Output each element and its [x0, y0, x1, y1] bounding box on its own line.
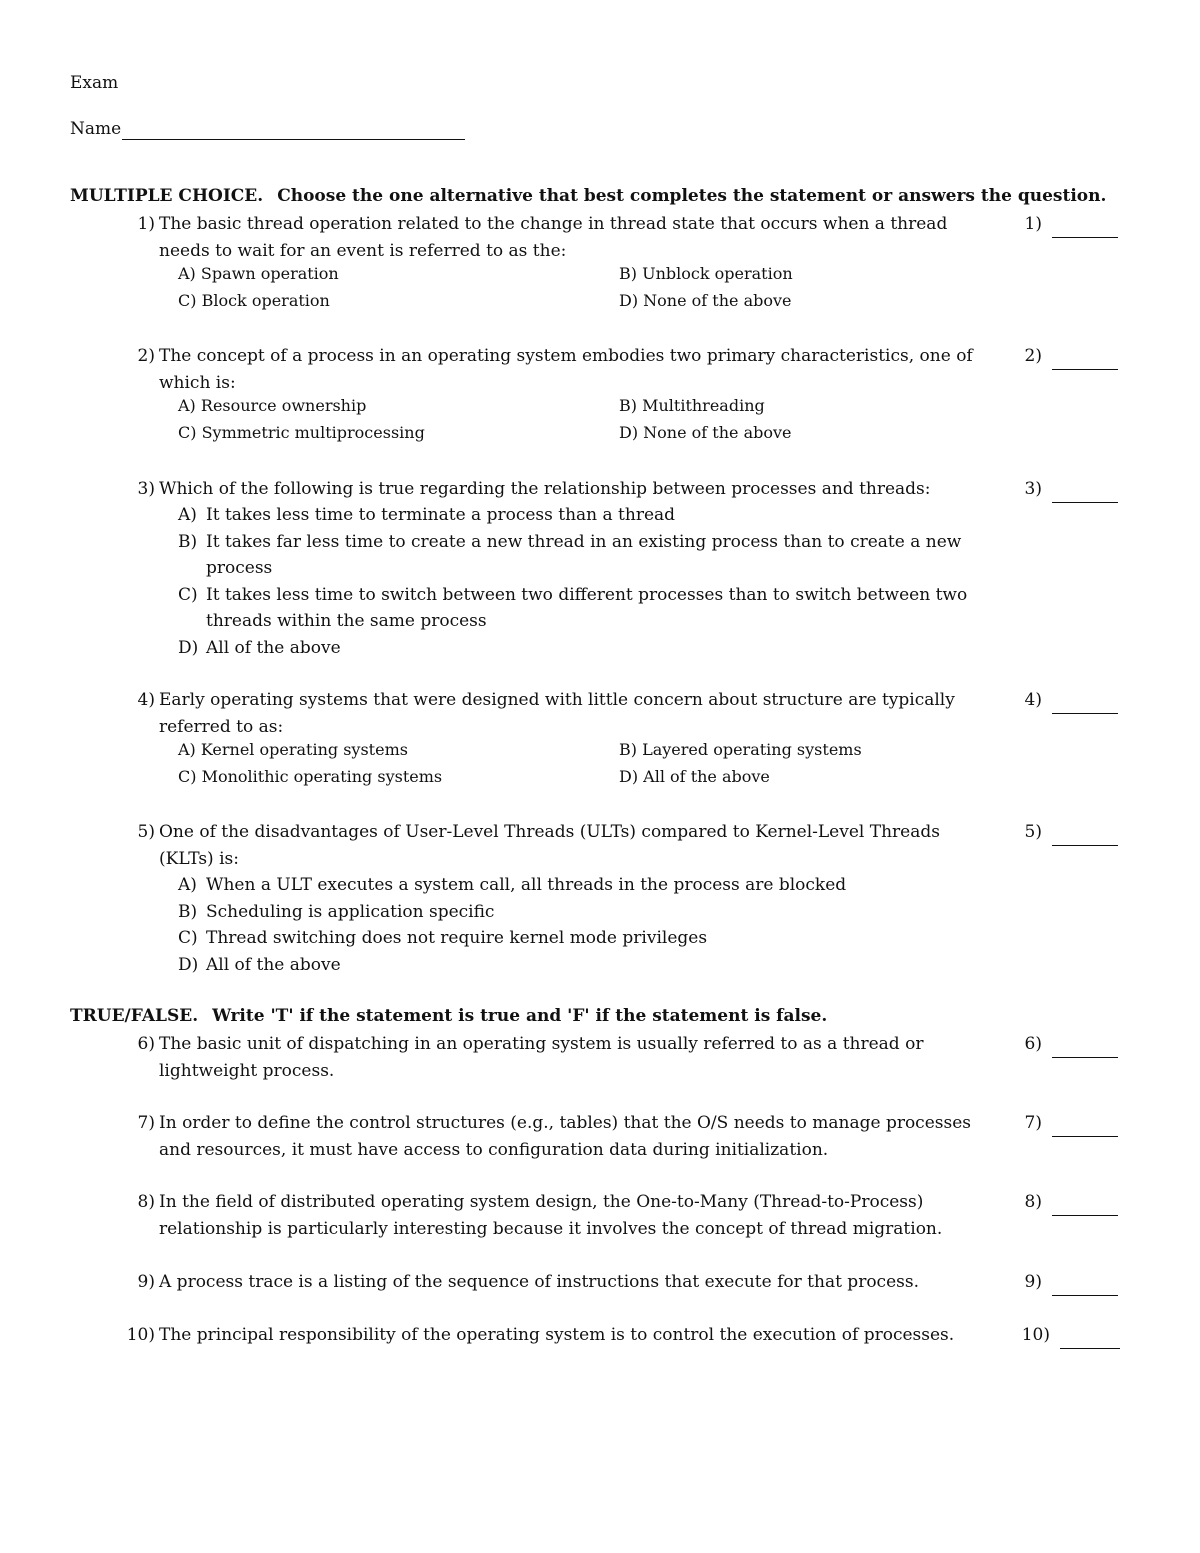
- question-number: 2): [137, 346, 155, 366]
- mc-section-title: MULTIPLE CHOICE.: [70, 186, 264, 206]
- option-letter: A): [178, 505, 197, 525]
- option-letter: A): [178, 396, 196, 415]
- option-a[interactable]: [178, 872, 978, 899]
- answer-slot: [1010, 687, 1125, 714]
- option-b[interactable]: [178, 899, 978, 926]
- question-text: Early operating systems that were designed with little concern about structure are typically referred to as:: [159, 690, 955, 737]
- question-text: Which of the following is true regarding the relationship between processes and threads:: [159, 479, 931, 499]
- option-letter: C): [178, 766, 197, 786]
- option-letter: B): [619, 396, 637, 415]
- options-q5: [178, 872, 978, 978]
- option-text: All of the above: [643, 766, 770, 786]
- answer-blank-line[interactable]: [1052, 831, 1118, 846]
- option-text: None of the above: [643, 422, 792, 442]
- answer-blank-line[interactable]: [1052, 355, 1118, 370]
- answer-slot: [1010, 476, 1125, 503]
- option-letter: C): [178, 584, 198, 605]
- option-a[interactable]: [178, 740, 408, 759]
- answer-number: 10): [1021, 1325, 1050, 1345]
- answer-blank-line[interactable]: [1052, 488, 1118, 503]
- tf-section-header: [70, 1005, 827, 1027]
- option-letter: B): [619, 740, 637, 759]
- option-text: It takes far less time to create a new thread in an existing process than to create a new process: [206, 531, 962, 578]
- option-c[interactable]: [178, 423, 425, 442]
- answer-number: 1): [1024, 214, 1042, 234]
- option-b[interactable]: [619, 264, 793, 283]
- option-letter: C): [178, 290, 197, 310]
- option-d[interactable]: [619, 767, 770, 786]
- answer-number: 8): [1024, 1192, 1042, 1212]
- option-a[interactable]: [178, 396, 366, 415]
- option-text: Scheduling is application specific: [206, 901, 495, 922]
- option-letter: B): [619, 264, 637, 283]
- answer-slot: [1010, 1189, 1125, 1216]
- question-text: The principal responsibility of the operating system is to control the execution of processes.: [159, 1325, 955, 1345]
- exam-title: Exam: [70, 73, 119, 93]
- answer-slot: [1010, 1322, 1125, 1349]
- question-text: The basic thread operation related to the change in thread state that occurs when a thread needs to wait for an event is referred to as the:: [159, 214, 948, 261]
- question-number: 3): [137, 479, 155, 499]
- answer-number: 7): [1024, 1113, 1042, 1133]
- option-text: Resource ownership: [200, 396, 367, 415]
- mc-section-instructions: Choose the one alternative that best completes the statement or answers the question.: [277, 186, 1107, 206]
- options-q1: [178, 264, 998, 317]
- name-field-row: [70, 118, 465, 140]
- answer-blank-line[interactable]: [1052, 223, 1118, 238]
- option-c[interactable]: [178, 582, 968, 635]
- question-text: In order to define the control structures (e.g., tables) that the O/S needs to manage processes and resources, it must have access to configuration data during initialization.: [159, 1113, 971, 1160]
- question-number: 1): [137, 214, 155, 234]
- option-text: Monolithic operating systems: [201, 766, 443, 786]
- option-b[interactable]: [619, 740, 862, 759]
- answer-slot: [1010, 343, 1125, 370]
- option-d[interactable]: [619, 423, 792, 442]
- question-number: 4): [137, 690, 155, 710]
- option-a[interactable]: [178, 264, 339, 283]
- option-letter: A): [178, 740, 196, 759]
- tf-section-instructions: Write 'T' if the statement is true and 'F' if the statement is false.: [212, 1006, 828, 1026]
- answer-slot: [1010, 1269, 1125, 1296]
- answer-blank-line[interactable]: [1052, 1201, 1118, 1216]
- answer-number: 2): [1024, 346, 1042, 366]
- option-letter: C): [178, 422, 197, 442]
- option-letter: D): [619, 422, 639, 442]
- option-text: Symmetric multiprocessing: [201, 422, 425, 442]
- option-text: Multithreading: [642, 396, 765, 415]
- answer-number: 4): [1024, 690, 1042, 710]
- answer-number: 6): [1024, 1034, 1042, 1054]
- answer-blank-line[interactable]: [1052, 1043, 1118, 1058]
- name-blank-line[interactable]: [122, 122, 465, 140]
- options-q4: [178, 740, 998, 793]
- option-d[interactable]: [178, 952, 978, 979]
- question-text: In the field of distributed operating system design, the One-to-Many (Thread-to-Process) relationship is particularly interesting because it involves the concept of thread migration.: [159, 1192, 943, 1239]
- option-text: Block operation: [201, 290, 330, 310]
- option-letter: D): [619, 290, 639, 310]
- question-text: The concept of a process in an operating system embodies two primary characteristics, one of which is:: [159, 346, 973, 393]
- answer-blank-line[interactable]: [1060, 1334, 1120, 1349]
- answer-blank-line[interactable]: [1052, 1122, 1118, 1137]
- question-number: 9): [137, 1272, 155, 1292]
- option-text: Layered operating systems: [642, 740, 862, 759]
- question-text: One of the disadvantages of User-Level Threads (ULTs) compared to Kernel-Level Threads (KLTs) is:: [159, 822, 940, 869]
- option-text: When a ULT executes a system call, all threads in the process are blocked: [206, 875, 847, 895]
- option-text: Spawn operation: [200, 264, 339, 283]
- question-text: The basic unit of dispatching in an operating system is usually referred to as a thread or lightweight process.: [159, 1034, 924, 1081]
- option-c[interactable]: [178, 925, 978, 952]
- option-b[interactable]: [619, 396, 765, 415]
- option-letter: B): [178, 531, 198, 552]
- question-number: 7): [137, 1113, 155, 1133]
- question-number: 8): [137, 1192, 155, 1212]
- question-number: 6): [137, 1034, 155, 1054]
- tf-section-title: TRUE/FALSE.: [70, 1006, 199, 1026]
- option-letter: D): [178, 637, 199, 658]
- option-letter: A): [178, 264, 196, 283]
- option-d[interactable]: [619, 291, 792, 310]
- option-a[interactable]: [178, 502, 968, 529]
- answer-slot: [1010, 819, 1125, 846]
- option-letter: A): [178, 875, 197, 895]
- question-number: 10): [126, 1325, 155, 1345]
- option-text: Unblock operation: [642, 264, 793, 283]
- option-text: None of the above: [643, 290, 792, 310]
- option-letter: D): [178, 954, 199, 975]
- question-number: 5): [137, 822, 155, 842]
- answer-slot: [1010, 211, 1125, 238]
- option-text: All of the above: [206, 954, 341, 975]
- answer-blank-line[interactable]: [1052, 1281, 1118, 1296]
- answer-slot: [1010, 1110, 1125, 1137]
- question-text: A process trace is a listing of the sequence of instructions that execute for that process.: [159, 1272, 919, 1292]
- option-text: All of the above: [206, 637, 341, 658]
- options-q2: [178, 396, 998, 449]
- answer-blank-line[interactable]: [1052, 699, 1118, 714]
- option-letter: B): [178, 901, 198, 922]
- option-c[interactable]: [178, 291, 330, 310]
- answer-slot: [1010, 1031, 1125, 1058]
- option-text: It takes less time to terminate a process than a thread: [206, 505, 676, 525]
- option-b[interactable]: [178, 529, 968, 582]
- option-text: Kernel operating systems: [200, 740, 408, 759]
- option-c[interactable]: [178, 767, 442, 786]
- option-d[interactable]: [178, 635, 968, 662]
- option-text: It takes less time to switch between two different processes than to switch between two threads within the same process: [206, 584, 968, 631]
- options-q3: [178, 502, 968, 661]
- option-letter: C): [178, 928, 198, 948]
- option-text: Thread switching does not require kernel mode privileges: [206, 928, 708, 948]
- option-letter: D): [619, 766, 639, 786]
- answer-number: 5): [1024, 822, 1042, 842]
- answer-number: 9): [1024, 1272, 1042, 1292]
- mc-section-header: [70, 185, 1106, 207]
- name-label: Name: [70, 119, 122, 139]
- answer-number: 3): [1024, 479, 1042, 499]
